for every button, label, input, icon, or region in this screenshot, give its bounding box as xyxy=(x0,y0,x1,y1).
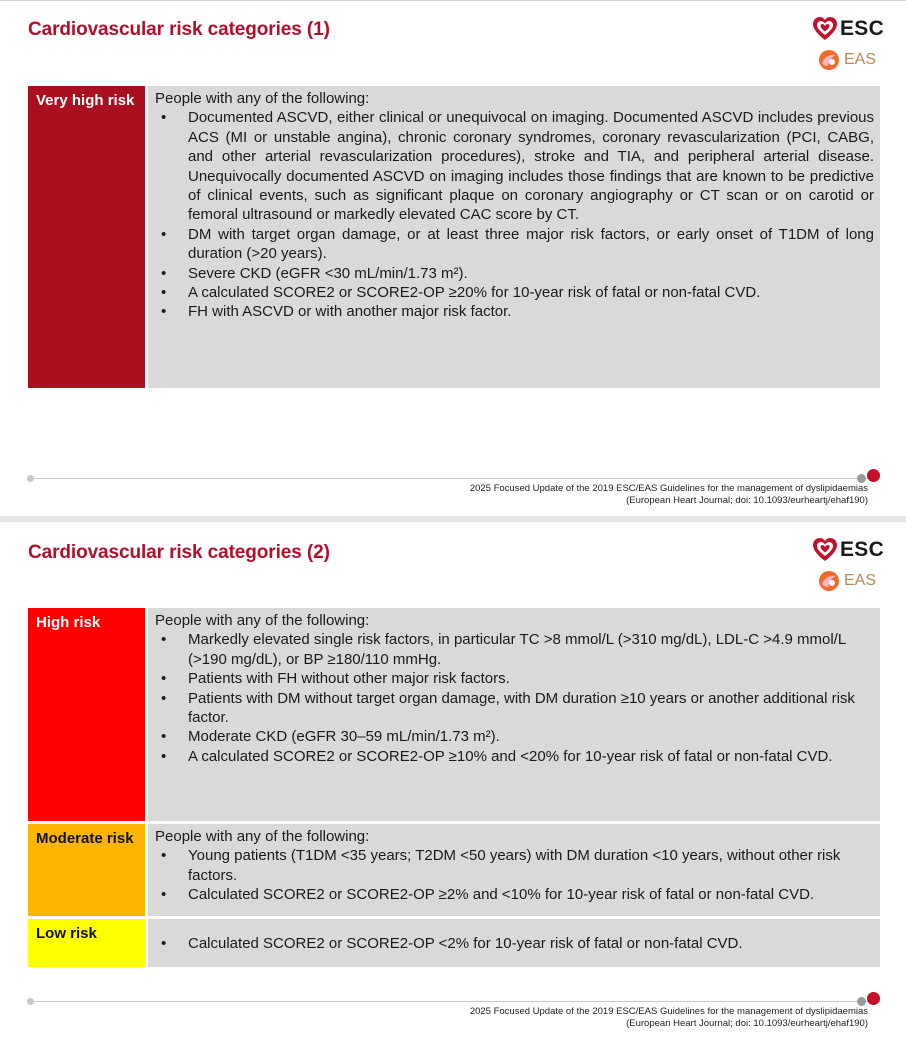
criteria-list xyxy=(155,630,874,766)
category-label: Low risk xyxy=(28,919,145,967)
risk-row-high xyxy=(28,608,880,821)
esc-heart-icon xyxy=(812,537,838,563)
list-item: • Calculated SCORE2 or SCORE2-OP <2% for 10-year risk of fatal or non-fatal CVD. xyxy=(155,934,874,953)
footer-dot-grey xyxy=(857,997,866,1006)
category-criteria xyxy=(148,824,880,916)
list-item: • A calculated SCORE2 or SCORE2-OP ≥20% for 10-year risk of fatal or non-fatal CVD. xyxy=(155,283,874,302)
footer-dot-left xyxy=(27,998,34,1005)
category-criteria xyxy=(148,919,880,967)
list-item: • Severe CKD (eGFR <30 mL/min/1.73 m²). xyxy=(155,264,874,283)
criteria-intro: People with any of the following: xyxy=(155,90,370,107)
footer-journal: (European Heart Journal; doi: 10.1093/eurheartj/ehaf190) xyxy=(626,495,868,506)
category-criteria xyxy=(148,86,880,388)
esc-logo-text: ESC xyxy=(840,17,885,40)
footer-dot-grey xyxy=(857,474,866,483)
footer-divider xyxy=(30,1001,880,1002)
criteria-intro: People with any of the following: xyxy=(155,828,370,845)
footer-citation: 2025 Focused Update of the 2019 ESC/EAS Guidelines for the management of dyslipidaemias xyxy=(469,483,868,494)
list-item: • Young patients (T1DM <35 years; T2DM <50 years) with DM duration <10 years, without other risk factors. xyxy=(155,846,874,885)
risk-row-moderate xyxy=(28,824,880,916)
list-item: • DM with target organ damage, or at least three major risk factors, or early onset of T1DM of long duration (>20 years). xyxy=(155,225,874,264)
list-item: • Calculated SCORE2 or SCORE2-OP ≥2% and <10% for 10-year risk of fatal or non-fatal CVD. xyxy=(155,885,874,904)
esc-heart-icon xyxy=(812,16,838,42)
criteria-list xyxy=(155,846,874,904)
slide-footer xyxy=(30,473,880,513)
footer-dot-red xyxy=(867,992,880,1005)
list-item: • Patients with FH without other major risk factors. xyxy=(155,669,874,688)
risk-row-very-high xyxy=(28,86,880,388)
criteria-list xyxy=(155,934,874,953)
slide-footer xyxy=(30,996,880,1036)
criteria-list xyxy=(155,108,874,321)
risk-table xyxy=(28,608,880,967)
esc-logo-text: ESC xyxy=(840,538,885,561)
list-item: • Moderate CKD (eGFR 30–59 mL/min/1.73 m²). xyxy=(155,727,874,746)
footer-dot-red xyxy=(867,469,880,482)
list-item: • Documented ASCVD, either clinical or unequivocal on imaging. Documented ASCVD includes previous ACS (MI or unstable angina), chronic coronary syndromes, coronary revascularization (PCI, CABG, and other arterial revascularization procedures), stroke and TIA, and peripheral arterial disease. Unequivocally documented ASCVD on imaging includes those findings that are known to be predictive of clinical events, such as significant plaque on coronary angiography or CT scan or on carotid or femoral ultrasound or markedly elevated CAC score by CT. xyxy=(155,108,874,224)
footer-citation: 2025 Focused Update of the 2019 ESC/EAS Guidelines for the management of dyslipidaemias xyxy=(469,1006,868,1017)
slide-title: Cardiovascular risk categories (2) xyxy=(28,542,330,563)
category-criteria xyxy=(148,608,880,821)
esc-eas-logo xyxy=(812,15,894,75)
list-item: • A calculated SCORE2 or SCORE2-OP ≥10% and <20% for 10-year risk of fatal or non-fatal CVD. xyxy=(155,747,874,766)
category-label: Very high risk xyxy=(28,86,145,388)
eas-logo-text: EAS xyxy=(844,51,877,68)
criteria-intro: People with any of the following: xyxy=(155,612,370,629)
footer-divider xyxy=(30,478,880,479)
eas-icon xyxy=(818,49,840,71)
footer-dot-left xyxy=(27,475,34,482)
list-item: • FH with ASCVD or with another major risk factor. xyxy=(155,302,874,321)
risk-table xyxy=(28,86,880,388)
esc-eas-logo xyxy=(812,536,894,596)
slide-title: Cardiovascular risk categories (1) xyxy=(28,19,330,40)
slide-1 xyxy=(0,0,906,516)
footer-journal: (European Heart Journal; doi: 10.1093/eurheartj/ehaf190) xyxy=(626,1018,868,1029)
eas-logo-text: EAS xyxy=(844,572,877,589)
risk-row-low xyxy=(28,919,880,967)
category-label: High risk xyxy=(28,608,145,821)
category-label: Moderate risk xyxy=(28,824,145,916)
list-item: • Markedly elevated single risk factors, in particular TC >8 mmol/L (>310 mg/dL), LDL-C >4.9 mmol/L (>190 mg/dL), or BP ≥180/110 mmHg. xyxy=(155,630,874,669)
eas-icon xyxy=(818,570,840,592)
list-item: • Patients with DM without target organ damage, with DM duration ≥10 years or another additional risk factor. xyxy=(155,689,874,728)
slide-2 xyxy=(0,522,906,1038)
